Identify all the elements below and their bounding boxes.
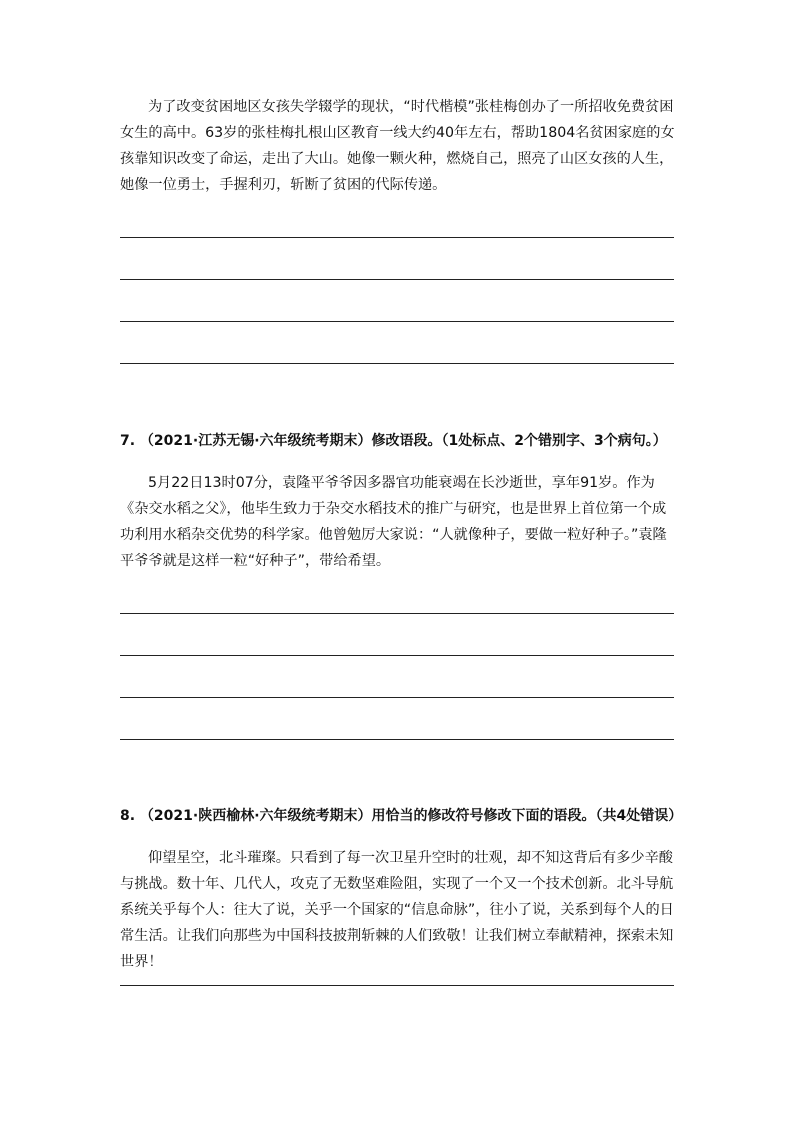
answer-line[interactable] (120, 237, 674, 238)
question-8-passage: 仰望星空，北斗璀璨。只看到了每一次卫星升空时的壮观，却不知这背后有多少辛酸与挑战。数十年、几代人，攻克了无数坚难险阻，实现了一个又一个技术创新。北斗导航系统关乎每个人：往大了说，关乎一个国家的“信息命脉”，往小了说，关系到每个人的日常生活。让我们向那些为中国科技披荆斩棘的人们致敬！让我们树立奉献精神，探索未知世界！ (120, 850, 674, 970)
question-8-title: 8. （2021·陕西榆林·六年级统考期末）用恰当的修改符号修改下面的语段。（共4处错误） (120, 808, 683, 824)
answer-line[interactable] (120, 697, 674, 698)
passage-6: 为了改变贫困地区女孩失学辍学的现状，“时代楷模”张桂梅创办了一所招收免费贫困女生的高中。63岁的张桂梅扎根山区教育一线大约40年左右，帮助1804名贫困家庭的女孩靠知识改变了命运，走出了大山。她像一颗火种，燃烧自己，照亮了山区女孩的人生，她像一位勇士，手握利刃，斩断了贫困的代际传递。 (120, 99, 675, 193)
answer-line[interactable] (120, 985, 674, 986)
answer-line[interactable] (120, 363, 674, 364)
answer-line[interactable] (120, 613, 674, 614)
answer-line[interactable] (120, 321, 674, 322)
answer-line[interactable] (120, 279, 674, 280)
answer-line[interactable] (120, 739, 674, 740)
question-7-passage: 5月22日13时07分，袁隆平爷爷因多器官功能衰竭在长沙逝世，享年91岁。作为《杂交水稻之父》，他毕生致力于杂交水稻技术的推广与研究，也是世界上首位第一个成功利用水稻杂交优势的科学家。他曾勉厉大家说：“人就像种子，要做一粒好种子。”袁隆平爷爷就是这样一粒“好种子”，带给希望。 (120, 475, 667, 569)
answer-line[interactable] (120, 655, 674, 656)
question-7-title: 7. （2021·江苏无锡·六年级统考期末）修改语段。（1处标点、2个错别字、3个病句。） (120, 433, 667, 449)
